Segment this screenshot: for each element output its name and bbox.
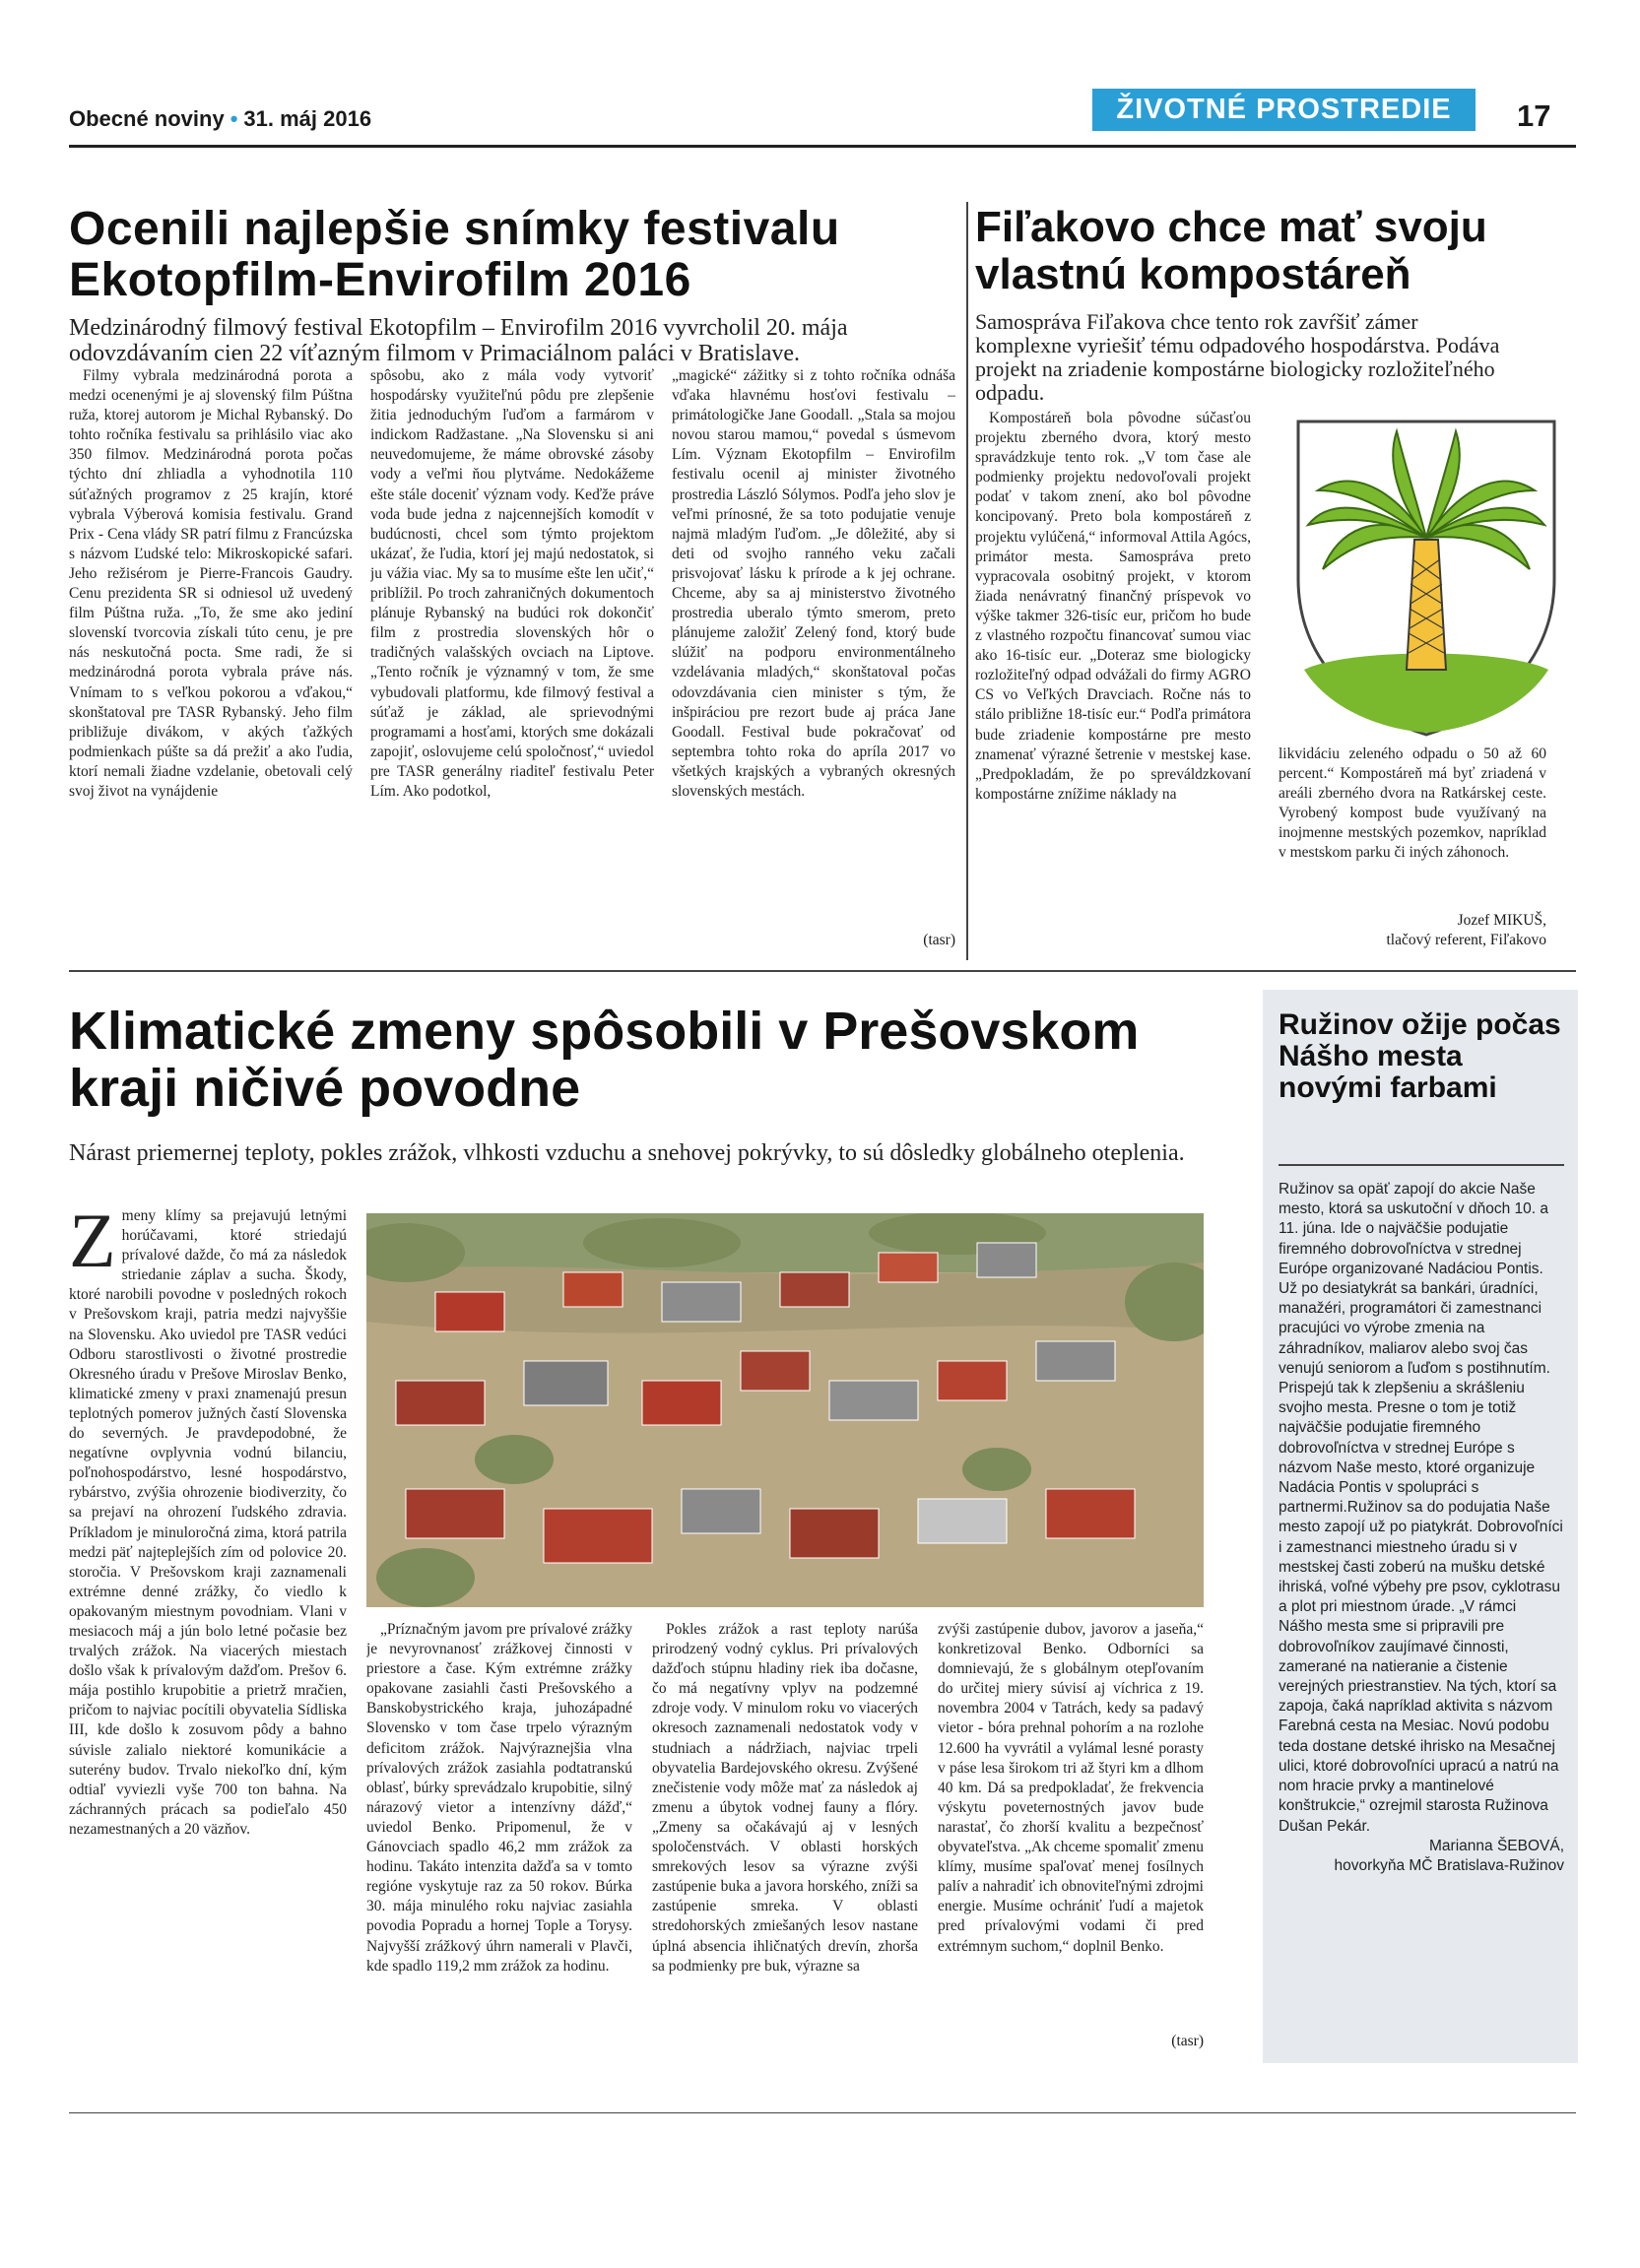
article1-column-1: Filmy vybrala medzinárodná porota a medzi ocenenými je aj slovenský film Púštna ruža, ktorej autorom je Michal Rybanský. Do tohto ročníka festivalu sa prihlásilo viac ako 350 filmov. Medzinárodná porota počas týchto dní zhliadla a vyhodnotila 110 súťažných programov z 25 krajín, ktoré vybrala Výberová komisia festivalu. Grand Prix - Cena vlády SR patrí filmu z Francúzska s názvom Ľudské telo: Mikroskopické safari. Jeho režisérom je Pierre-Francois Gaudry. Cenu prezidenta SR si odniesol už uvedený film Púštna ruža. „To, že sme ako jediní slovenskí tvorcovia získali túto cenu, je pre nás neskutočná pocta. Sme radi, že si medzinárodná porota vybrala práve nás. Vnímam to s veľkou pokorou a vďakou,“ skonštatoval pre TASR Rybanský. Jeho film približuje divákom, v akých ťažkých podmienkach púšte sa dá prežiť a ako ľudia, ktorí nemali žiadne vzdelanie, obetovali celý svoj život na vynájdenie — [69, 367, 353, 800]
article3-column-4: zvýši zastúpenie dubov, javorov a jaseňa,“ konkretizoval Benko. Odborníci sa domnievajú, že s globálnym otepľovaním do určitej miery súvisí aj víchrica z 19. novembra 2004 v Tatrách, kedy sa padavý vietor - bóra prehnal pohorím a na rozlohe 12.600 ha vyvrátil a vylámal lesné porasty v páse lesa širokom tri až štyri km a dlhom 40 km. Dá sa predpokladať, že frekvencia výskytu poveternostných javov bude narastať, čo zhorší kvalitu a bezpečnosť obyvateľstva. „Ak chceme spomaliť zmenu klímy, musíme spaľovať menej fosílnych palív a nahradiť ich obnoviteľnými zdrojmi energie. Musíme ochrániť ľudí a majetok pred prívalovými vodami či pred extrémnym suchom,“ doplnil Benko. — [938, 1621, 1204, 1955]
paper-name: Obecné noviny — [69, 106, 225, 131]
article3-column-3: Pokles zrážok a rast teploty narúša prirodzený vodný cyklus. Pri prívalových dažďoch stúpnu hladiny riek iba dočasne, čo má negatívny vplyv na podzemné zdroje vody. V minulom roku vo viacerých okresoch zaznamenali nedostatok vody v studniach a nádržiach, najviac trpeli obyvatelia Bardejovského okresu. Zvýšené znečistenie vody môže mať za následok aj zmenu a úbytok vodnej fauny a flóry. „Zmeny sa očakávajú aj v lesných spoločenstvách. V oblasti horských smrekových lesov sa výrazne zvýši zastúpenie buka a javora horského, zníži sa zastúpenie smreka. V oblasti stredohorských zmiešaných lesov nastane úplná absencia ihličnatých drevín, zhorša sa podmienky pre buk, výrazne sa — [652, 1621, 918, 1975]
issue-date: 31. máj 2016 — [243, 106, 372, 131]
section-rule — [69, 970, 1576, 972]
article2-byline — [1279, 911, 1546, 950]
footer-rule — [69, 2112, 1576, 2113]
sidebar-rule — [1279, 1164, 1564, 1166]
article2-lead: Samospráva Fiľakova chce tento rok zavŕšiť zámer komplexne vyriešiť tému odpadového hospodárstva. Podáva projekt na zriadenie kompostárne biologicky rozložiteľného odpadu. — [975, 309, 1500, 405]
article3-column-1: Zmeny klímy sa prejavujú letnými horúčavami, ktoré striedajú prívalové dažde, čo má za následok striedanie záplav a sucha. Škody, ktoré narobili povodne v posledných rokoch v Prešovskom kraji, patria medzi najvyššie na Slovensku. Ako uviedol pre TASR vedúci Odboru starostlivosti o životné prostredie Okresného úradu v Prešove Miroslav Benko, klimatické zmeny v praxi znamenajú presun teplotných pomerov južných častí Slovenska do severných. Je pravdepodobné, že negatívne ovplyvnia vodnú bilanciu, poľnohospodárstvo, lesné hospodárstvo, rybárstvo, zvýšia ohrozenie biodiverzity, čo sa prejaví na ohrození ľudského zdravia. Príkladom je minuloročná zima, ktorá patrila medzi päť najteplejších zím od polovice 20. storočia. V Prešovskom kraji zaznamenali extrémne denné zrážky, čo viedlo k opakovaným miestnym povodniam. Vlani v mesiacoch máj a jún bolo letné počasie bez trvalých zrážok. Na viacerých miestach došlo však k prívalovým dažďom. Prešov 6. mája postihlo krupobitie a prietrž mračien, pričom to najviac pocítili obyvatelia Sídliska III, kde došlo k zosuvom pôdy a bahno súvisle zalialo niektoré komunikácie a suterény budov. Trvalo niekoľko dní, kým odtiaľ vyviezli vyše 700 ton bahna. Na záchranných prácach sa podieľalo 450 nezamestnaných a 20 väzňov. — [69, 1206, 347, 1838]
column-divider — [966, 202, 968, 960]
palm-tree-crest — [1279, 412, 1574, 742]
article1-column-3: „magické“ zážitky si z tohto ročníka odnáša vďaka hlavnému hosťovi festivalu – primátologičke Jane Goodall. „Stala sa mojou novou starou mamou,“ povedal s úsmevom Lím. Význam Ekotopfilm – Envirofilm festivalu ocenil aj minister životného prostredia László Sólymos. Podľa jeho slov je veľmi prínosné, že sa toto podujatie venuje najmä mladým ľuďom. „Je dôležité, aby si deti od svojho ranného veku začali prisvojovať lásku k prírode a k jej ochrane. Chceme, aby sa aj ministerstvo životného prostredia uberalo týmto smerom, preto plánujeme založiť Zelený fond, ktorý bude slúžiť na podporu environmentálneho vzdelávania mladých,“ skonštatoval počas odovzdávania cien minister s tým, že inšpiráciou pre rezort bude aj práca Jane Goodall. Festival bude pokračovať od septembra tohto roka do apríla 2017 vo všetkých krajských a vybraných okresných slovenských mestách. — [672, 367, 955, 800]
sidebar-body: Ružinov sa opäť zapojí do akcie Naše mesto, ktorá sa uskutoční v dňoch 10. a 11. júna. Ide o najväčšie podujatie firemného dobrovoľníctva v strednej Európe organizované Nadáciou Pontis. Už po desiatykrát sa bankári, úradníci, manažéri, programátori či zamestnanci pracujúci vo výrobe zmenia na záhradníkov, maliarov alebo svoj čas venujú seniorom a ľuďom s postihnutím. Prispejú tak k zlepšeniu a skrášleniu svojho mesta. Presne o tom je totiž najväčšie podujatie firemného dobrovoľníctva v strednej Európe s názvom Naše mesto, ktoré organizuje Nadácia Pontis v spolupráci s partnermi.Ružinov sa do podujatia Naše mesto zapojí už po piatykrát. Dobrovoľníci i zamestnanci miestneho úradu si v mestskej časti zoberú na mušku detské ihriská, voľné výbehy pre psov, cyklotrasu a plot pri miestnom úrade. „V rámci Nášho mesta sme si pripravili pre dobrovoľníkov zaujímavé činnosti, zamerané na natieranie a čistenie verejných priestranstiev. Na tých, ktorí sa zapoja, čaká napríklad aktivita s názvom Farebná cesta na Mesiac. Novú podobu teda dostane detské ihrisko na Mesačnej ulici, ktoré dobrovoľníci upracú a natrú na nom hracie prvky a mantinelové konštrukcie,“ ozrejmil starosta Ružinova Dušan Pekár. Marianna ŠEBOVÁ, hovorkyňa MČ Bratislava-Ružinov — [1279, 1180, 1564, 1876]
article2-column-1: Kompostáreň bola pôvodne súčasťou projektu zberného dvora, ktorý mesto spravádzkuje tento rok. „V tom čase ale podmienky projektu nedovoľovali projekt podať v takom znení, ako bol pôvodne koncipovaný. Preto bola kompostáreň z projektu vylúčená,“ informoval Attila Agócs, primátor mesta. Samospráva preto vypracovala osobitný projekt, v ktorom žiada nenávratný finančný príspevok vo výške takmer 326-tisíc eur, pričom ho bude z vlastného rozpočtu financovať sumou viac ako 16-tisíc eur. „Doteraz sme biologicky rozložiteľný odpad odvážali do firmy AGRO CS vo Veľkých Dravciach. Ročne nás to stálo približne 18-tisíc eur.“ Podľa primátora bude zriadenie kompostárne pre mesto znamenať výrazné šetrenie v mestskej kase. „Predpokladám, že po spreváldzkovaní kompostárne znížime náklady na — [975, 410, 1251, 803]
article1-column-2: spôsobu, ako z mála vody vytvoriť hospodársky využiteľnú pôdu pre zlepšenie žitia jednoduchým ľuďom a farmárom v indickom Radžastane. „Na Slovensku si ani neuvedomujeme, že máme obrovské zásoby vody a veľmi ňou plytváme. Nedokážeme ešte stále doceniť význam vody. Keďže práve voda bude jedna z najcennejších komodít v budúcnosti, chcel som týmto projektom ukázať, že ľudia, ktorí jej majú nedostatok, si ju vážia viac. My sa to musíme ešte len učiť,“ priblížil. Po troch zahraničných dokumentoch plánuje Rybanský na budúci rok dokončiť film z prostredia slovenských hôr o tradičných valašských ovciach na Liptove. „Tento ročník je významný v tom, že sme vybudovali platformu, kde filmový festival a súťaž je základ, ale sprievodnými programami a hosťami, ktorých sme dokázali zapojiť, oslovujeme celú spoločnosť,“ uviedol pre TASR generálny riaditeľ festivalu Peter Lím. Ako podotkol, — [370, 367, 654, 800]
drop-cap: Z — [69, 1206, 116, 1283]
masthead — [69, 106, 371, 132]
article3-column-2: „Príznačným javom pre prívalové zrážky je nevyrovnanosť zrážkovej činnosti v priestore a čase. Kým extrémne zrážky opakovane zasiahli časti Prešovského a Banskobystrického kraja, juhozápadné Slovensko v tom čase trpelo výrazným deficitom zrážok. Najvýraznejšia vlna prívalových zrážok zasiahla podtatranskú oblasť, búrky sprevádzalo krupobitie, silný nárazový vietor a intenzívny dážď,“ uviedol Benko. Pripomenul, že v Gánovciach spadlo 46,2 mm zrážok za hodinu. Takáto intenzita dažďa sa v tomto regióne vyskytuje raz za 50 rokov. Búrka 30. mája minulého roku najviac zasiahla povodia Popradu a hornej Toplе a Torysy. Najvyšší zrážkový úhrn namerali v Plavči, kde spadlo 119,2 mm zrážok za hodinu. — [366, 1621, 632, 1975]
author-role: tlačový referent, Fiľakovo — [1386, 932, 1546, 948]
article1-credit: (tasr) — [923, 932, 955, 948]
article2-title: Fiľakovo chce mať svoju vlastnú kompostáreň — [975, 203, 1487, 298]
header-rule — [69, 145, 1576, 148]
sidebar-author-role: hovorkyňa MČ Bratislava-Ružinov — [1334, 1856, 1564, 1874]
article1-lead: Medzinárodný filmový festival Ekotopfilm – Envirofilm 2016 vyvrcholil 20. mája odovzdávaním cien 22 víťazným filmom v Primaciálnom paláci v Bratislave. — [69, 315, 848, 366]
section-label: ŽIVOTNÉ PROSTREDIE — [1092, 89, 1476, 131]
sidebar-author: Marianna ŠEBOVÁ, — [1429, 1837, 1564, 1854]
sidebar-title: Ružinov ožije počas Nášho mesta novými farbami — [1279, 1008, 1561, 1104]
author-name: Jozef MIKUŠ, — [1457, 912, 1546, 929]
bullet-icon: • — [230, 106, 238, 131]
page-number: 17 — [1517, 98, 1551, 133]
article2-column-2: likvidáciu zeleného odpadu o 50 až 60 percent.“ Kompostáreň má byť zriadená v areáli zberného dvora na Ratkárskej ceste. Vyrobený kompost bude využívaný na inojmenne mestských pozemkov, napríklad v mestskom parku či iných záhonoch. — [1279, 745, 1546, 862]
article1-title: Ocenili najlepšie snímky festivalu Ekotopfilm-Envirofilm 2016 — [69, 203, 840, 306]
flood-photo — [366, 1213, 1204, 1607]
article3-credit: (tasr) — [1171, 2033, 1204, 2049]
article3-lead: Nárast priemernej teploty, pokles zrážok, vlhkosti vzduchu a snehovej pokrývky, to sú dôsledky globálneho oteplenia. — [69, 1140, 1185, 1166]
article3-title: Klimatické zmeny spôsobili v Prešovskom kraji ničivé povodne — [69, 1002, 1140, 1118]
